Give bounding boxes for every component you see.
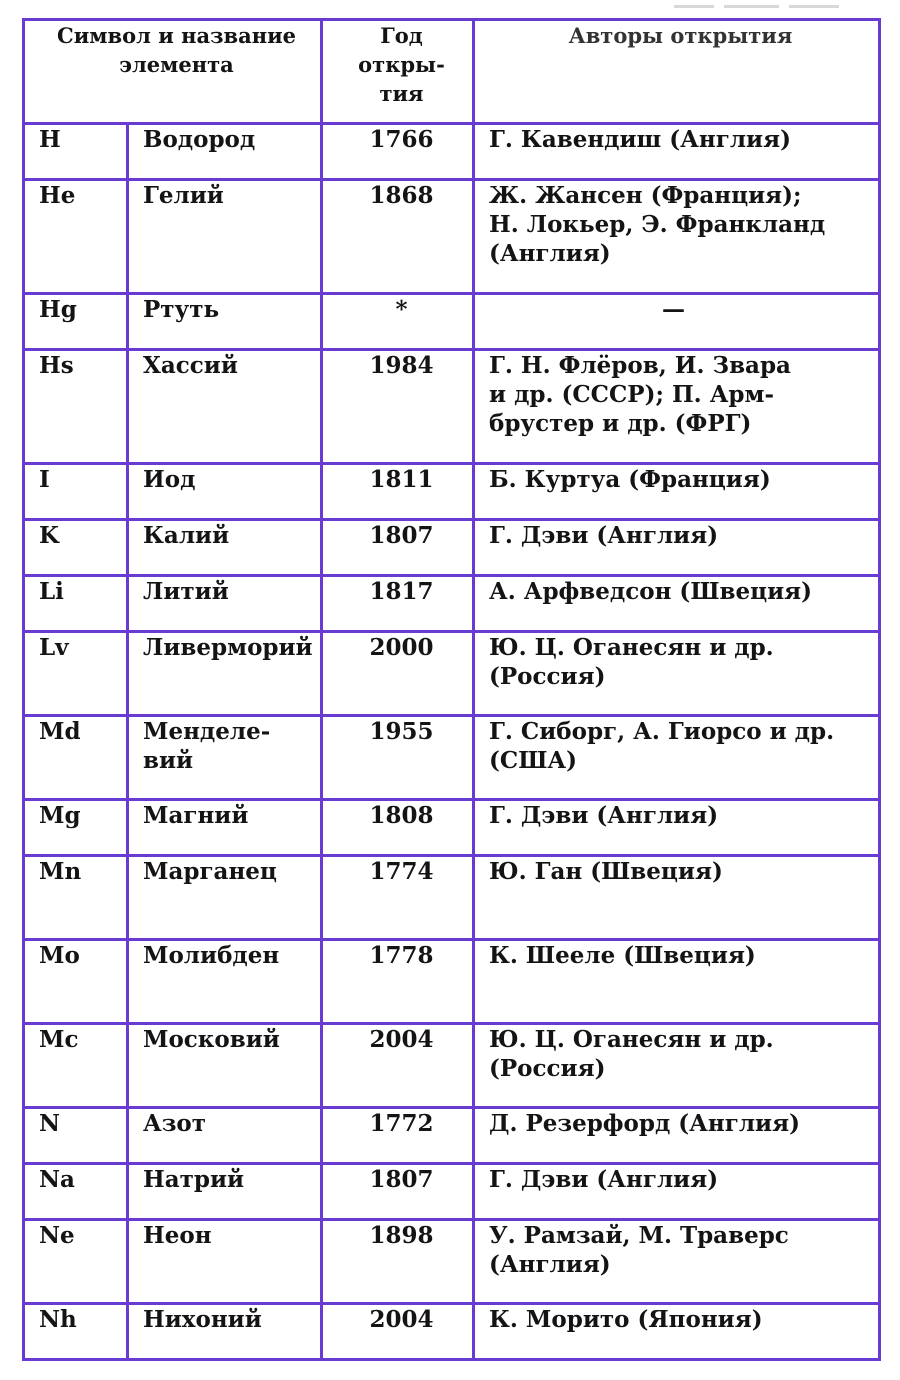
cropped-text-fragment-icon [664, 5, 864, 8]
authors-line: Г. Дэви (Англия) [489, 1166, 719, 1193]
discovery-authors [474, 1164, 880, 1220]
element-symbol: Mc [24, 1024, 128, 1108]
element-symbol: Na [24, 1164, 128, 1220]
element-name [128, 1304, 322, 1360]
table-row [24, 180, 880, 294]
element-symbol: Li [24, 576, 128, 632]
table-row [24, 464, 880, 520]
authors-line: Г. Н. Флёров, И. Звара [489, 352, 791, 379]
table-row [24, 294, 880, 350]
element-name [128, 124, 322, 180]
discovery-year: 2004 [322, 1304, 474, 1360]
header-element [24, 20, 322, 124]
element-name [128, 1220, 322, 1304]
table-header-row [24, 20, 880, 124]
header-authors: Авторы открытия [474, 20, 880, 124]
authors-line: (Англия) [489, 240, 611, 267]
header-year-line: тия [379, 81, 424, 106]
header-year [322, 20, 474, 124]
element-name [128, 294, 322, 350]
authors-line: (Англия) [489, 1251, 611, 1278]
element-name-line: Ливерморий [143, 634, 313, 661]
element-name [128, 180, 322, 294]
element-name-line: Ртуть [143, 296, 220, 323]
authors-line: (Россия) [489, 663, 606, 690]
header-element-line: элемента [119, 52, 234, 77]
element-symbol: N [24, 1108, 128, 1164]
authors-line: Ю. Ган (Швеция) [489, 858, 723, 885]
discovery-authors [474, 464, 880, 520]
element-name [128, 520, 322, 576]
discovery-year: 1868 [322, 180, 474, 294]
element-name-line: Литий [143, 578, 229, 605]
header-year-line: откры- [358, 52, 445, 77]
authors-line: Б. Куртуа (Франция) [489, 466, 771, 493]
authors-line: — [662, 296, 685, 323]
authors-line: А. Арфведсон (Швеция) [489, 578, 813, 605]
element-name [128, 800, 322, 856]
discovery-authors [474, 1220, 880, 1304]
element-name [128, 1024, 322, 1108]
discovery-authors [474, 520, 880, 576]
discovery-year: 2004 [322, 1024, 474, 1108]
element-name [128, 1108, 322, 1164]
authors-line: (США) [489, 747, 577, 774]
authors-line: Ж. Жансен (Франция); [489, 182, 802, 209]
element-name-line: Азот [143, 1110, 207, 1137]
element-name-line: Неон [143, 1222, 212, 1249]
element-name [128, 716, 322, 800]
element-name-line: Иод [143, 466, 196, 493]
discovery-year: 1807 [322, 1164, 474, 1220]
elements-discovery-table [22, 18, 881, 1361]
discovery-authors [474, 294, 880, 350]
element-name [128, 632, 322, 716]
table-row [24, 124, 880, 180]
table-row [24, 576, 880, 632]
discovery-year: 1955 [322, 716, 474, 800]
table-row [24, 350, 880, 464]
discovery-year: 1898 [322, 1220, 474, 1304]
table-row [24, 940, 880, 1024]
element-name-line: Молибден [143, 942, 280, 969]
element-symbol: Lv [24, 632, 128, 716]
element-name-line: Московий [143, 1026, 280, 1053]
element-name [128, 350, 322, 464]
discovery-authors [474, 800, 880, 856]
discovery-authors [474, 940, 880, 1024]
element-name-line: Марганец [143, 858, 277, 885]
discovery-year: 1808 [322, 800, 474, 856]
authors-line: Г. Дэви (Англия) [489, 522, 719, 549]
authors-line: Д. Резерфорд (Англия) [489, 1110, 800, 1137]
element-name-line: Нихоний [143, 1306, 262, 1333]
element-symbol: H [24, 124, 128, 180]
element-symbol: K [24, 520, 128, 576]
discovery-year: 2000 [322, 632, 474, 716]
table-row [24, 800, 880, 856]
element-symbol: Hg [24, 294, 128, 350]
discovery-authors [474, 1024, 880, 1108]
discovery-authors [474, 180, 880, 294]
table-row [24, 716, 880, 800]
element-name [128, 576, 322, 632]
authors-line: К. Шееле (Швеция) [489, 942, 756, 969]
element-symbol: Hs [24, 350, 128, 464]
table-row [24, 1164, 880, 1220]
authors-line: Г. Дэви (Англия) [489, 802, 719, 829]
element-name-line: Водород [143, 126, 256, 153]
element-symbol: He [24, 180, 128, 294]
table-row [24, 1108, 880, 1164]
cropped-page-header-fragment [664, 0, 864, 8]
discovery-authors [474, 632, 880, 716]
discovery-year: 1817 [322, 576, 474, 632]
element-name [128, 856, 322, 940]
authors-line: У. Рамзай, М. Траверс [489, 1222, 789, 1249]
authors-line: (Россия) [489, 1055, 606, 1082]
authors-line: брустер и др. (ФРГ) [489, 410, 752, 437]
element-name-line: Хассий [143, 352, 238, 379]
discovery-year: 1778 [322, 940, 474, 1024]
authors-line: Ю. Ц. Оганесян и др. [489, 1026, 774, 1053]
discovery-year: * [322, 294, 474, 350]
element-symbol: Md [24, 716, 128, 800]
table-row [24, 1220, 880, 1304]
element-symbol: Mn [24, 856, 128, 940]
element-name [128, 940, 322, 1024]
table-row [24, 632, 880, 716]
element-name-line: Магний [143, 802, 249, 829]
authors-line: Н. Локьер, Э. Франкланд [489, 211, 826, 238]
element-name-line: Калий [143, 522, 230, 549]
table-row [24, 1024, 880, 1108]
authors-line: Ю. Ц. Оганесян и др. [489, 634, 774, 661]
discovery-year: 1772 [322, 1108, 474, 1164]
element-symbol: Nh [24, 1304, 128, 1360]
discovery-year: 1766 [322, 124, 474, 180]
table-row [24, 520, 880, 576]
discovery-authors [474, 350, 880, 464]
authors-line: Г. Сиборг, А. Гиорсо и др. [489, 718, 835, 745]
discovery-year: 1984 [322, 350, 474, 464]
element-symbol: Ne [24, 1220, 128, 1304]
authors-line: К. Морито (Япония) [489, 1306, 763, 1333]
element-symbol: Mg [24, 800, 128, 856]
element-name [128, 464, 322, 520]
discovery-authors [474, 576, 880, 632]
element-name-line: Гелий [143, 182, 224, 209]
element-name-line: вий [143, 747, 194, 774]
table-row [24, 856, 880, 940]
element-symbol: I [24, 464, 128, 520]
header-year-line: Год [380, 23, 423, 48]
discovery-authors [474, 716, 880, 800]
discovery-authors [474, 1108, 880, 1164]
discovery-authors [474, 856, 880, 940]
discovery-authors [474, 124, 880, 180]
discovery-authors [474, 1304, 880, 1360]
table-row [24, 1304, 880, 1360]
discovery-year: 1807 [322, 520, 474, 576]
element-name [128, 1164, 322, 1220]
header-element-line: Символ и название [56, 23, 297, 48]
authors-line: и др. (СССР); П. Арм- [489, 381, 775, 408]
element-symbol: Mo [24, 940, 128, 1024]
discovery-year: 1774 [322, 856, 474, 940]
element-name-line: Менделе- [143, 718, 271, 745]
authors-line: Г. Кавендиш (Англия) [489, 126, 791, 153]
table-body [24, 124, 880, 1360]
element-name-line: Натрий [143, 1166, 245, 1193]
discovery-year: 1811 [322, 464, 474, 520]
